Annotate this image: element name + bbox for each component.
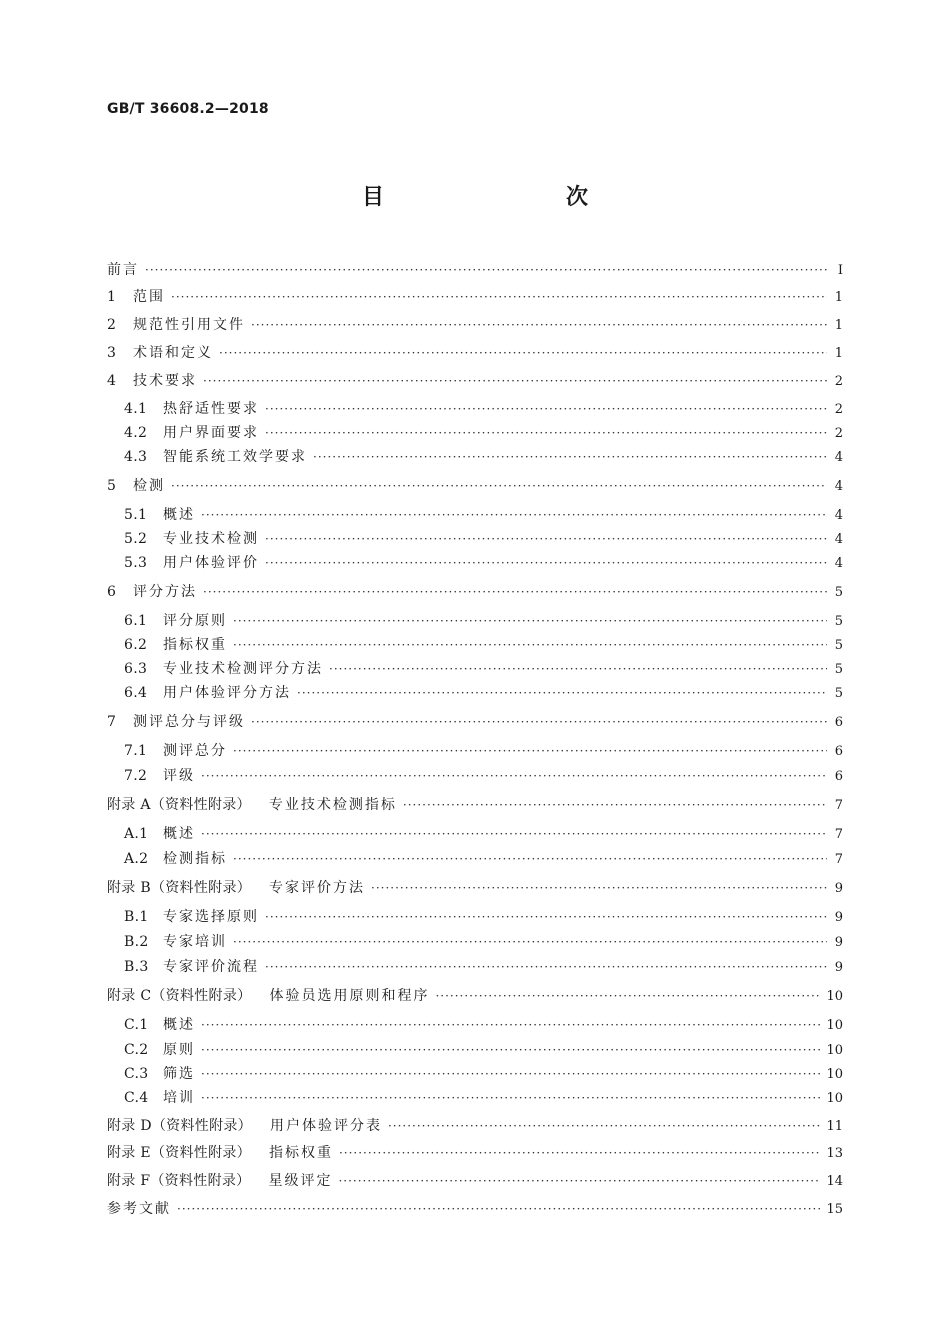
toc-dot-leader <box>251 712 827 732</box>
toc-entry[interactable] <box>124 683 843 703</box>
toc-entry-label: 用户体验评价 <box>163 555 259 571</box>
toc-entry-label: 培训 <box>163 1090 195 1106</box>
toc-entry-number: 附录 C（资料性附录） <box>107 988 252 1004</box>
toc-entry[interactable] <box>124 529 843 549</box>
toc-entry-number: B.3 <box>124 959 149 975</box>
toc-dot-leader <box>388 1116 820 1136</box>
toc-dot-leader <box>203 582 827 602</box>
standard-number: GB/T 36608.2—2018 <box>107 101 269 117</box>
toc-entry[interactable] <box>107 287 843 307</box>
toc-entry-page: 4 <box>834 450 843 465</box>
toc-entry-page: 15 <box>826 1202 843 1217</box>
toc-entry[interactable] <box>107 343 843 363</box>
toc-dot-leader <box>371 878 827 898</box>
toc-entry-page: 5 <box>834 614 843 629</box>
toc-entry-page: 5 <box>834 585 843 600</box>
toc-entry-page: 4 <box>834 508 843 523</box>
toc-entry[interactable] <box>107 1199 843 1219</box>
toc-entry-number: C.2 <box>124 1042 149 1058</box>
toc-dot-leader <box>233 611 827 631</box>
toc-dot-leader <box>201 505 827 525</box>
toc-entry-number: C.4 <box>124 1090 149 1106</box>
toc-entry-page: 6 <box>834 715 843 730</box>
toc-entry-number: 5.2 <box>124 531 148 547</box>
toc-entry-page: 10 <box>826 1091 843 1106</box>
toc-entry-label: 指标权重 <box>268 1145 333 1161</box>
toc-entry[interactable] <box>124 907 843 927</box>
toc-entry-label: 星级评定 <box>268 1173 333 1189</box>
toc-entry-page: 4 <box>834 532 843 547</box>
toc-entry-number: A.1 <box>124 826 149 842</box>
toc-entry-number: 4.1 <box>124 401 148 417</box>
toc-entry[interactable] <box>124 824 843 844</box>
toc-entry-number: 6.2 <box>124 637 148 653</box>
toc-entry-label: 范围 <box>133 289 165 305</box>
toc-entry-label: 评分方法 <box>133 584 197 600</box>
toc-entry-number: A.2 <box>124 851 149 867</box>
toc-dot-leader <box>177 1199 820 1219</box>
toc-entry-number: 5 <box>107 478 117 494</box>
toc-entry-page: 5 <box>834 662 843 677</box>
toc-entry-label: 用户体验评分方法 <box>163 685 291 701</box>
toc-entry-number: 1 <box>107 289 117 305</box>
toc-entry[interactable] <box>124 1015 843 1035</box>
toc-entry-number: 3 <box>107 345 117 361</box>
toc-entry[interactable] <box>107 1171 843 1191</box>
toc-dot-leader <box>201 766 827 786</box>
toc-dot-leader <box>233 849 827 869</box>
toc-entry-page: 10 <box>826 1067 843 1082</box>
toc-entry-label: 智能系统工效学要求 <box>163 449 307 465</box>
toc-entry[interactable] <box>124 957 843 977</box>
toc-dot-leader <box>265 399 827 419</box>
toc-dot-leader <box>203 371 827 391</box>
toc-entry-number: C.3 <box>124 1066 149 1082</box>
toc-dot-leader <box>265 423 827 443</box>
toc-entry-page: 9 <box>834 910 843 925</box>
toc-entry-page: 1 <box>834 290 843 305</box>
toc-dot-leader <box>201 1040 820 1060</box>
toc-entry-label: 测评总分 <box>163 743 227 759</box>
toc-entry-page: 5 <box>834 638 843 653</box>
toc-entry[interactable] <box>107 795 843 815</box>
toc-entry-label: 专业技术检测评分方法 <box>163 661 323 677</box>
toc-entry-label: 术语和定义 <box>133 345 213 361</box>
toc-entry-number: 7.1 <box>124 743 148 759</box>
toc-entry-number: 4.2 <box>124 425 148 441</box>
toc-entry-label: 专家选择原则 <box>163 909 259 925</box>
toc-entry[interactable] <box>124 1040 843 1060</box>
toc-entry-label: 用户界面要求 <box>163 425 259 441</box>
toc-entry-page: 11 <box>826 1119 843 1134</box>
toc-entry-number: 7 <box>107 714 117 730</box>
toc-entry[interactable] <box>107 878 843 898</box>
toc-entry[interactable] <box>124 849 843 869</box>
toc-entry-number: 附录 B（资料性附录） <box>107 880 252 896</box>
toc-entry[interactable] <box>124 659 843 679</box>
toc-entry-label: 概述 <box>163 1017 195 1033</box>
toc-entry-page: 6 <box>834 769 843 784</box>
toc-entry[interactable] <box>124 1064 843 1084</box>
toc-entry[interactable] <box>124 505 843 525</box>
toc-dot-leader <box>339 1143 820 1163</box>
toc-entry-page: 9 <box>834 935 843 950</box>
toc-entry-label: 原则 <box>163 1042 195 1058</box>
toc-dot-leader <box>265 907 827 927</box>
toc-dot-leader <box>435 986 820 1006</box>
toc-entry-label: 概述 <box>163 507 195 523</box>
toc-entry-number: 6.3 <box>124 661 148 677</box>
toc-entry-label: 检测指标 <box>163 851 227 867</box>
toc-entry-number: 6.1 <box>124 613 148 629</box>
toc-entry[interactable] <box>107 986 843 1006</box>
toc-entry-label: 体验员选用原则和程序 <box>269 988 430 1004</box>
toc-entry-label: 专家评价流程 <box>163 959 259 975</box>
toc-entry-label: 概述 <box>163 826 195 842</box>
toc-entry-number: C.1 <box>124 1017 149 1033</box>
toc-dot-leader <box>171 287 827 307</box>
toc-entry[interactable] <box>124 932 843 952</box>
toc-entry[interactable] <box>107 582 843 602</box>
toc-entry-number: 4 <box>107 373 117 389</box>
toc-entry-page: 7 <box>834 798 843 813</box>
toc-entry-page: 13 <box>826 1146 843 1161</box>
toc-entry-page: 1 <box>834 318 843 333</box>
toc-entry-number: 2 <box>107 317 117 333</box>
toc-entry-page: 10 <box>826 1043 843 1058</box>
toc-entry-number: 附录 A（资料性附录） <box>107 797 251 813</box>
toc-entry-page: 14 <box>826 1174 843 1189</box>
toc-entry-page: 2 <box>834 426 843 441</box>
toc-dot-leader <box>233 635 827 655</box>
toc-entry[interactable] <box>107 260 843 280</box>
toc-entry[interactable] <box>124 635 843 655</box>
toc-entry-page: 9 <box>834 960 843 975</box>
toc-dot-leader <box>201 824 827 844</box>
toc-entry-page: 1 <box>834 346 843 361</box>
toc-entry[interactable] <box>124 447 843 467</box>
toc-entry-label: 评分原则 <box>163 613 227 629</box>
toc-entry-label: 筛选 <box>163 1066 195 1082</box>
page-title: 目 次 <box>361 185 634 210</box>
toc-entry-label: 评级 <box>163 768 195 784</box>
toc-entry-number: B.1 <box>124 909 149 925</box>
toc-entry-label: 用户体验评分表 <box>269 1118 382 1134</box>
toc-entry-number: 附录 F（资料性附录） <box>107 1173 251 1189</box>
toc-entry[interactable] <box>107 315 843 335</box>
toc-entry-label: 前言 <box>107 262 139 278</box>
toc-entry-page: 7 <box>834 852 843 867</box>
toc-entry-page: 10 <box>826 989 843 1004</box>
toc-entry-label: 技术要求 <box>133 373 197 389</box>
toc-dot-leader <box>265 529 827 549</box>
toc-entry-label: 检测 <box>133 478 165 494</box>
toc-dot-leader <box>145 260 827 280</box>
toc-entry-number: 6.4 <box>124 685 148 701</box>
toc-entry[interactable] <box>124 1088 843 1108</box>
toc-entry-label: 参考文献 <box>107 1201 171 1217</box>
toc-dot-leader <box>265 553 827 573</box>
toc-entry-page: 9 <box>834 881 843 896</box>
toc-entry[interactable] <box>124 423 843 443</box>
toc-dot-leader <box>313 447 827 467</box>
toc-entry[interactable] <box>124 553 843 573</box>
toc-entry[interactable] <box>107 476 843 496</box>
toc-entry-page: 2 <box>834 374 843 389</box>
toc-dot-leader <box>201 1064 820 1084</box>
toc-entry-label: 规范性引用文件 <box>133 317 245 333</box>
toc-entry-page: 10 <box>826 1018 843 1033</box>
toc-dot-leader <box>338 1171 820 1191</box>
toc-entry-page: 4 <box>834 479 843 494</box>
toc-entry-number: 6 <box>107 584 117 600</box>
toc-entry-number: 附录 E（资料性附录） <box>107 1145 251 1161</box>
toc-entry-label: 专家评价方法 <box>269 880 366 896</box>
toc-dot-leader <box>233 932 827 952</box>
toc-entry-label: 专业技术检测指标 <box>268 797 397 813</box>
toc-entry-label: 专业技术检测 <box>163 531 259 547</box>
toc-entry[interactable] <box>124 741 843 761</box>
toc-dot-leader <box>233 741 827 761</box>
toc-entry-page: 6 <box>834 744 843 759</box>
toc-entry[interactable] <box>107 712 843 732</box>
toc-dot-leader <box>251 315 827 335</box>
toc-dot-leader <box>201 1015 820 1035</box>
toc-dot-leader <box>265 957 827 977</box>
toc-entry-label: 测评总分与评级 <box>133 714 245 730</box>
toc-entry-number: 7.2 <box>124 768 148 784</box>
toc-entry-page: 2 <box>834 402 843 417</box>
toc-entry-number: 5.1 <box>124 507 148 523</box>
toc-entry-number: 5.3 <box>124 555 148 571</box>
toc-dot-leader <box>219 343 827 363</box>
toc-entry[interactable] <box>124 399 843 419</box>
toc-entry-number: 4.3 <box>124 449 148 465</box>
toc-entry[interactable] <box>107 371 843 391</box>
toc-dot-leader <box>201 1088 820 1108</box>
toc-entry-label: 指标权重 <box>163 637 227 653</box>
toc-entry-number: 附录 D（资料性附录） <box>107 1118 252 1134</box>
toc-entry-label: 专家培训 <box>163 934 227 950</box>
toc-dot-leader <box>403 795 827 815</box>
toc-entry-page: 5 <box>834 686 843 701</box>
toc-entry-page: 4 <box>834 556 843 571</box>
toc-entry-number: B.2 <box>124 934 149 950</box>
toc-dot-leader <box>329 659 827 679</box>
toc-entry[interactable] <box>107 1143 843 1163</box>
toc-dot-leader <box>171 476 827 496</box>
toc-dot-leader <box>297 683 827 703</box>
toc-entry-page: 7 <box>834 827 843 842</box>
toc-entry[interactable] <box>124 611 843 631</box>
toc-entry-label: 热舒适性要求 <box>163 401 259 417</box>
toc-entry-page: Ⅰ <box>837 263 843 278</box>
toc-entry[interactable] <box>124 766 843 786</box>
toc-entry[interactable] <box>107 1116 843 1136</box>
